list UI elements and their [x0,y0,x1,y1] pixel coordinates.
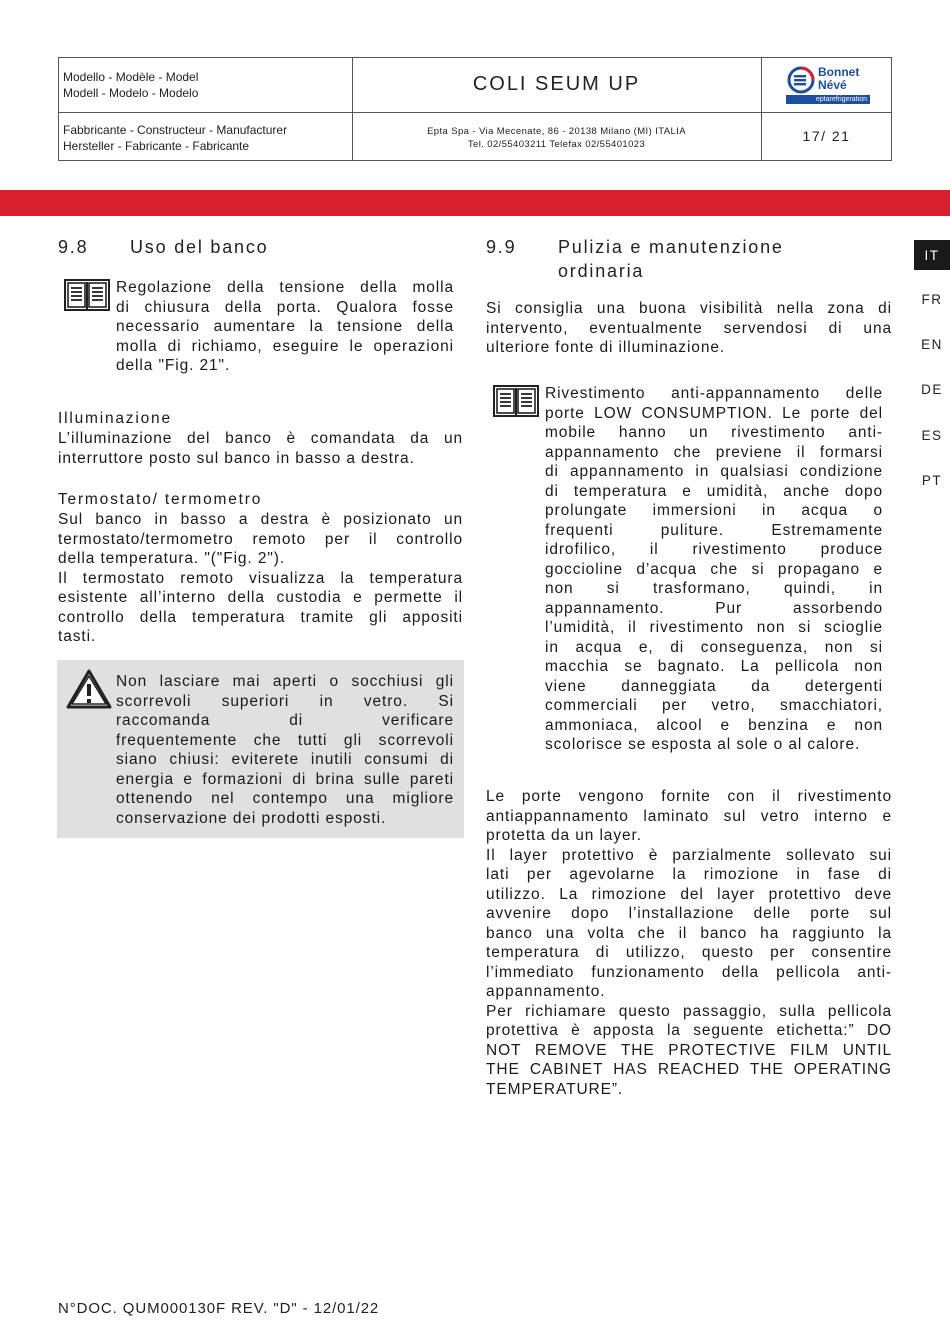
text-line: temperatura di utilizzo, questo per consentire [486,944,892,961]
text-line: L’illuminazione del banco è comandata da un [58,430,463,447]
note-line: macchia se bagnato. La pellicola non [545,658,883,675]
note-line: idrofilico, il rivestimento produce [545,541,883,558]
text-line: NOT REMOVE THE PROTECTIVE FILM UNTIL [486,1041,892,1059]
note-line: l’umidità, il rivestimento non si scioglie [545,619,883,636]
protective-film-text [486,787,892,1099]
tab-fr[interactable]: FR [921,291,943,307]
text-line: THE CABINET HAS REACHED THE OPERATING [486,1061,892,1078]
note-line: in acqua e, di conseguenza, non si [545,638,883,656]
note-line: di chiusura della porta. Qualora fosse [116,298,454,316]
text-line: interruttore posto sul banco in basso a destra. [58,449,415,467]
illuminazione-text [58,429,463,468]
note-line: di appannamento in qualsiasi condizione [545,463,883,480]
model-label-line: Modell - Modelo - Modelo [63,86,199,100]
note-line: della "Fig. 21". [116,357,231,374]
address-line: Epta Spa - Via Mecenate, 86 - 20138 Milano (MI) ITALIA [427,126,686,137]
text-line: tasti. [58,628,97,645]
text-line: della temperatura. "("Fig. 2"). [58,550,286,567]
note-line: goccioline d’acqua che si propagano e [545,560,883,578]
section-title [558,235,784,283]
text-line: l’immediato funzionamento della pellicola anti- [486,963,892,981]
text-line: lati per agevolarne la rimozione in fase di [486,866,892,883]
header-divider [761,57,762,161]
text-line: Le porte vengono fornite con il rivestimento [486,788,892,805]
text-line: avvenire dopo l’installazione delle porte sul [486,905,892,922]
page-number: 17/ 21 [802,128,851,144]
text-line: appannamento. [486,983,606,1000]
text-line: antiappannamento laminato sul vetro interno e [486,807,892,825]
note-line: porte LOW CONSUMPTION. Le porte del [545,404,883,422]
section-number: 9.9 [486,237,517,257]
tab-pt[interactable]: PT [921,472,943,488]
termostato-text [58,510,463,647]
text-line: Il termostato remoto visualizza la temperatura [58,569,463,587]
intro-text [486,299,892,358]
note-line: Rivestimento anti-appannamento delle [545,385,883,402]
note-line: viene danneggiata da detergenti [545,677,883,695]
header-divider [58,112,892,113]
address-line: Tel. 02/55403211 Telefax 02/55401023 [467,139,646,150]
warning-line: conservazione dei prodotti esposti. [116,809,387,827]
coating-note [545,384,883,755]
text-line: controllo della temperatura tramite gli appositi [58,608,463,626]
book-icon [64,278,110,312]
text-line: utilizzo. La rimozione del layer protettivo deve [486,885,892,903]
note-line: prolungate immersioni in acqua o [545,502,883,519]
note-line: ammoniaca, alcool e benzina e non [545,716,883,734]
manufacturer-label [63,122,287,154]
text-line: esistente all’interno della custodia e permette il [58,589,463,606]
model-label-line: Modello - Modèle - Model [63,70,199,84]
note-line: frequenti puliture. Estremamente [545,521,883,539]
model-label [63,69,198,101]
note-line: scolorisce se esposta al sole o al calore. [545,736,861,753]
note-line: molla di richiamo, eseguire le operazioni [116,337,454,355]
logo-tagline: eptarefrigeration [786,95,870,104]
text-line: ulteriore fonte di illuminazione. [486,339,726,356]
usage-note [116,278,454,376]
bonnet-neve-logo [784,64,874,106]
subheading-illuminazione: Illuminazione [58,410,172,427]
note-line: commerciali per vetro, smacchiatori, [545,697,883,714]
document-reference: N°DOC. QUM000130F REV. "D" - 12/01/22 [58,1300,380,1317]
manufacturer-address [352,125,761,151]
manufacturer-label-line: Fabbricante - Constructeur - Manufacturer [63,123,288,137]
logo-text: Névé [818,78,847,92]
subheading-termostato: Termostato/ termometro [58,491,263,508]
manufacturer-label-line: Hersteller - Fabricante - Fabricante [63,139,250,153]
section-title-line: ordinaria [558,261,645,281]
note-line: non si trasformano, quindi, in [545,580,883,597]
tab-de[interactable]: DE [921,381,943,397]
text-line: Il layer protettivo è parzialmente sollevato sui [486,846,892,864]
warning-triangle-icon [66,669,112,709]
warning-line: scorrevoli superiori in vetro. Si [116,692,454,710]
text-line: protettiva è apposta la seguente etichetta:” DO [486,1022,892,1039]
text-line: protetta da un layer. [486,827,642,844]
header-color-band [0,190,950,216]
note-line: di temperatura e umidità, anche dopo [545,482,883,500]
note-line: appannamento. Pur assorbendo [545,599,883,617]
text-line: banco una volta che il banco ha raggiunto la [486,924,892,942]
logo-emblem-icon [786,65,818,95]
section-title-line: Pulizia e manutenzione [558,237,784,257]
warning-line: frequentemente che tutti gli scorrevoli [116,731,454,749]
product-name: COLI SEUM UP [472,73,641,95]
note-line: necessario aumentare la tensione della [116,318,454,335]
warning-line: siano chiusi: eviterete inutili consumi di [116,751,454,768]
text-line: termostato/termometro remoto per il controllo [58,530,463,548]
logo-text: Bonnet [818,65,860,79]
tab-en[interactable]: EN [921,336,943,352]
book-icon [493,384,539,418]
warning-line: Non lasciare mai aperti o socchiusi gli [116,673,454,690]
section-number: 9.8 [58,237,89,257]
note-line: mobile hanno un rivestimento anti- [545,424,883,441]
note-line: appannamento che previene il formarsi [545,443,883,461]
text-line: intervento, eventualmente servendosi di una [486,319,892,337]
tab-it[interactable]: IT [914,240,950,270]
text-line: TEMPERATURE”. [486,1080,624,1098]
tab-es[interactable]: ES [921,427,943,443]
note-line: Regolazione della tensione della molla [116,279,454,296]
warning-line: energia e formazioni di brina sulle pareti [116,770,454,788]
text-line: Per richiamare questo passaggio, sulla pellicola [486,1002,892,1020]
text-line: Sul banco in basso a destra è posizionato un [58,511,463,528]
warning-text [116,672,454,828]
warning-line: ottenendo nel contempo una migliore [116,790,454,807]
text-line: Si consiglia una buona visibilità nella zona di [486,300,892,317]
section-title: Uso del banco [130,237,269,257]
warning-line: raccomanda di verificare [116,712,454,729]
